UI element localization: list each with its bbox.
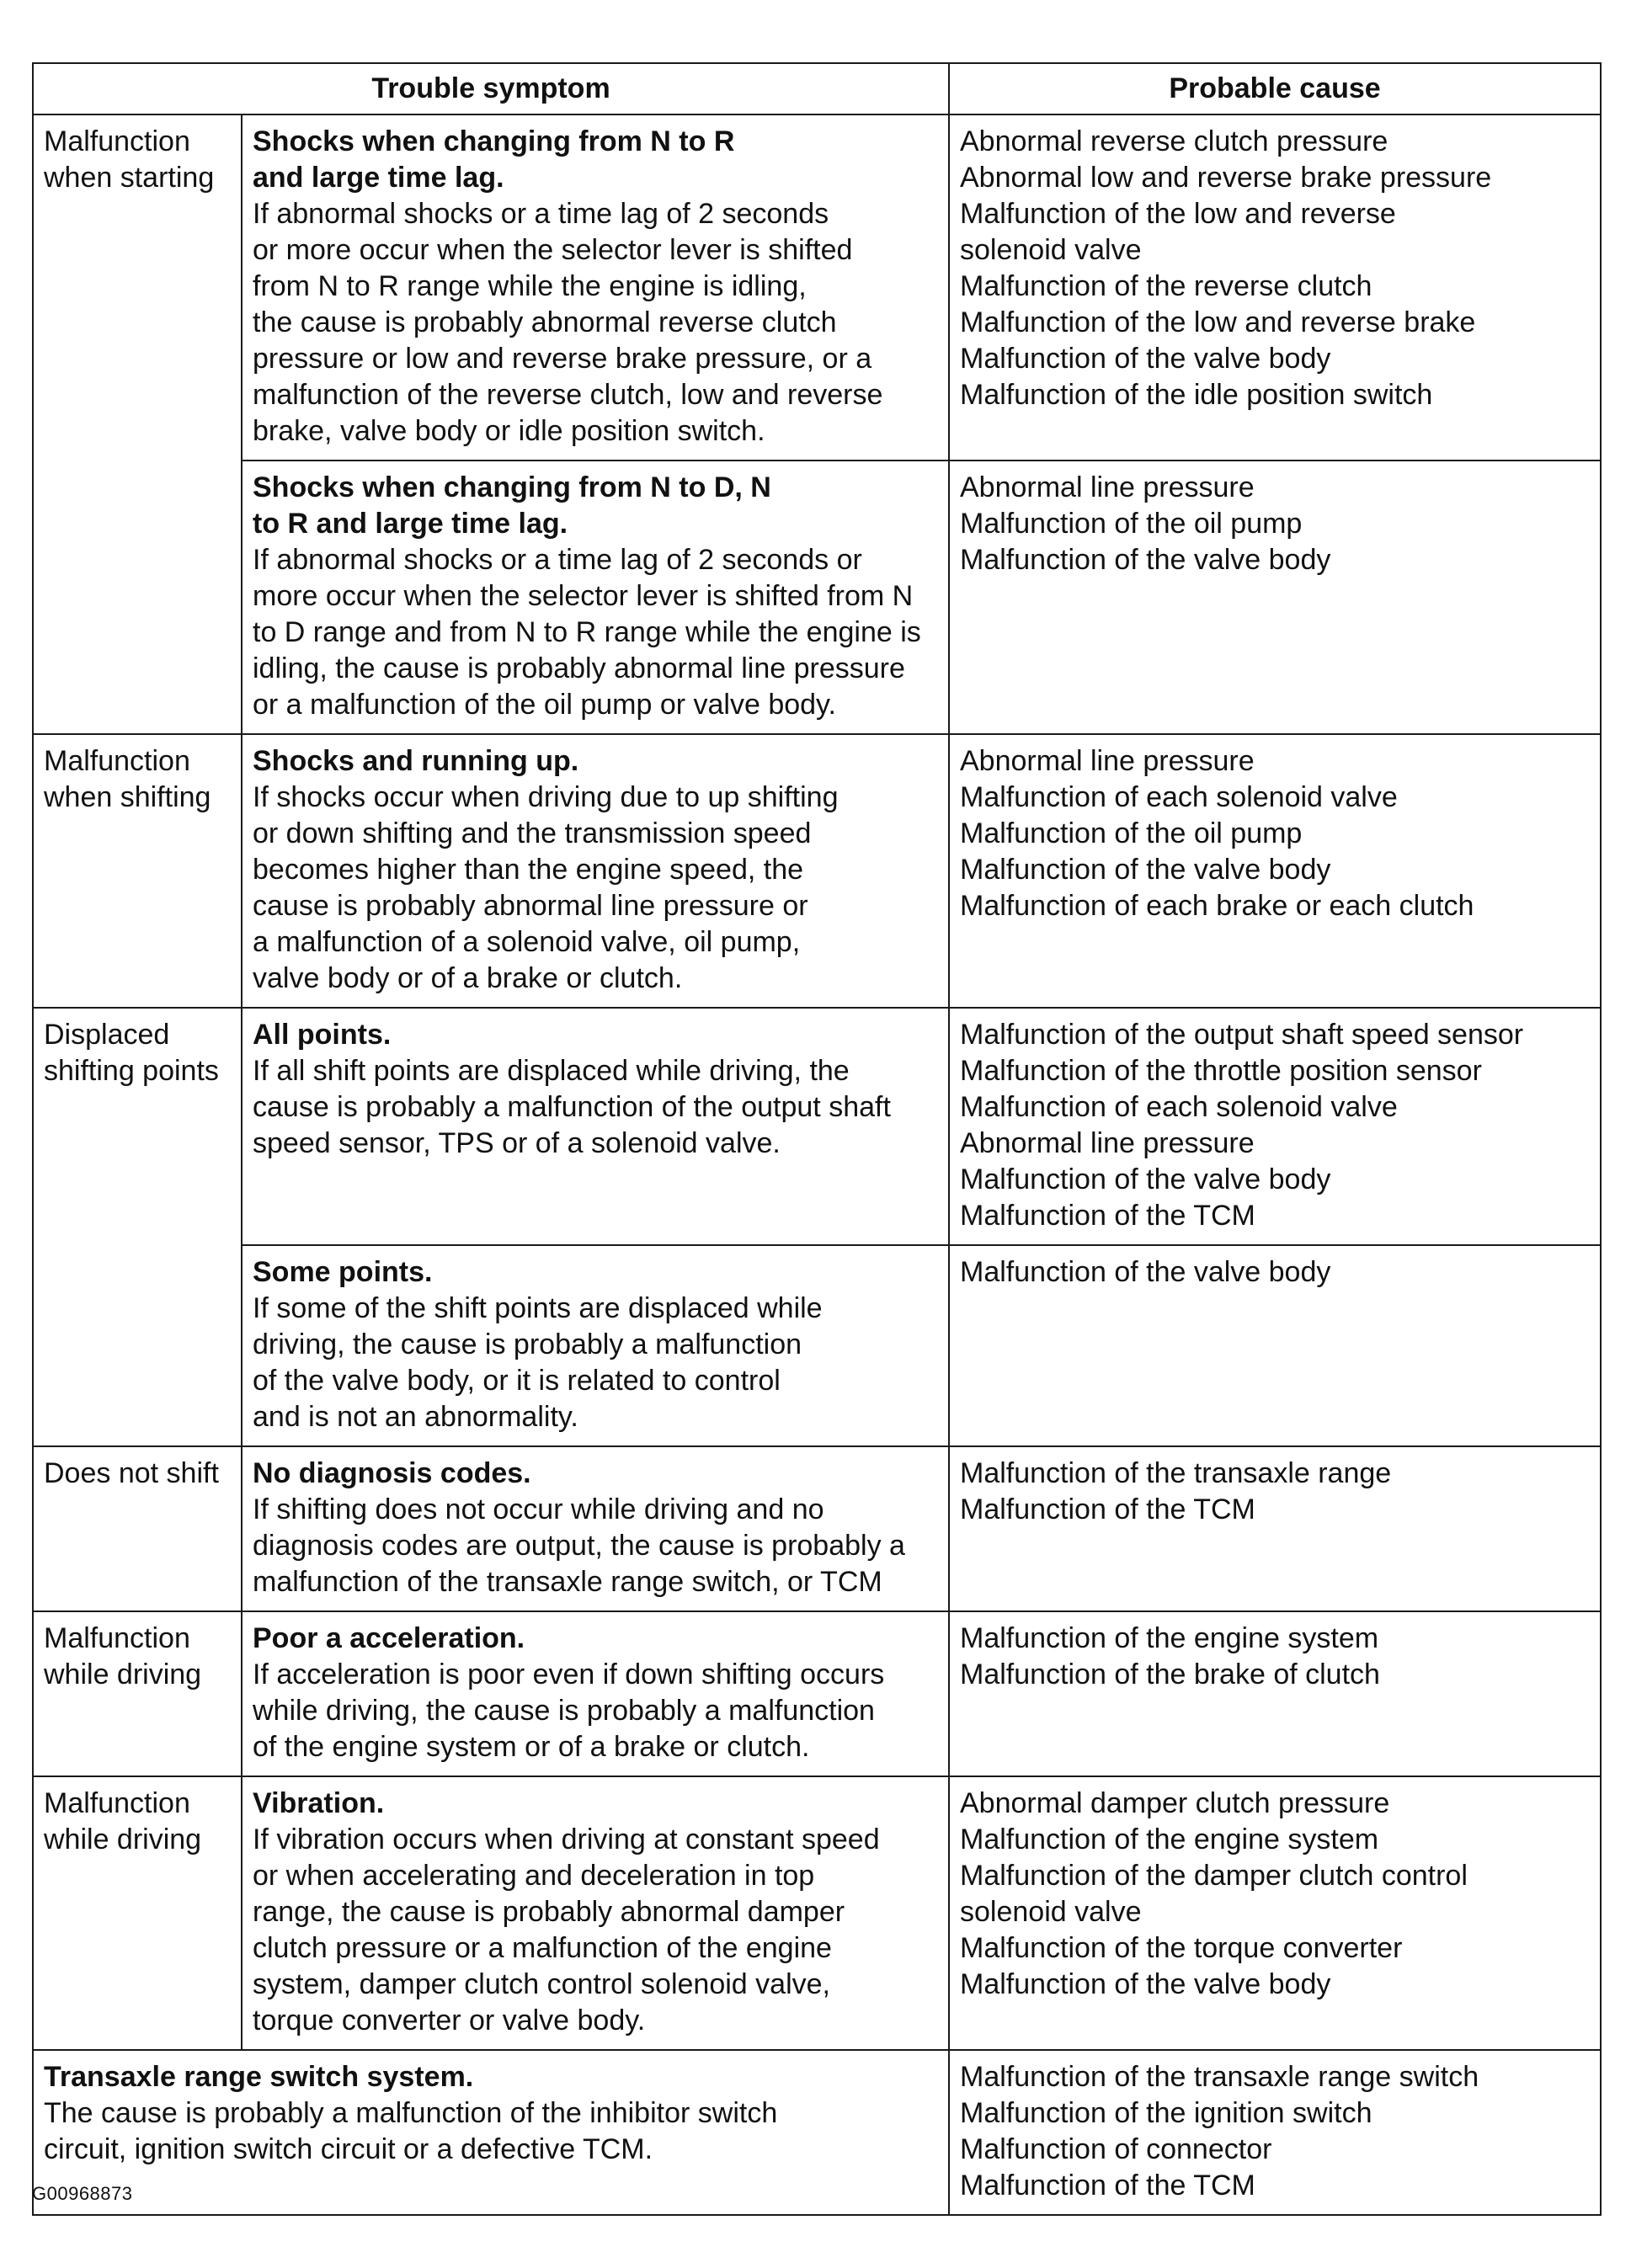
symptom-title: Transaxle range switch system. [44, 2061, 474, 2093]
document-id: G00968873 [32, 2183, 133, 2204]
symptom-title: Some points. [253, 1256, 433, 1288]
symptom-description: If abnormal shocks or a time lag of 2 seconds or more occur when the selector lever is shifted from N to R range while the engine is idling, the cause is probably abnormal reverse clutch pressure or low and reverse brake pressure, or a malfunction of the reverse clutch, low and reverse brake, valve body or idle position switch. [253, 198, 883, 447]
symptom-cell [242, 1611, 949, 1776]
table-row [33, 734, 1601, 1008]
cause-cell [949, 1776, 1601, 2050]
cause-cell [949, 734, 1601, 1008]
table-row [33, 1446, 1601, 1611]
cause-cell [949, 114, 1601, 461]
table-header-row [33, 63, 1601, 114]
table-row [33, 2050, 1601, 2215]
symptom-description: If all shift points are displaced while driving, the cause is probably a malfunction of the output shaft speed sensor, TPS or of a solenoid valve. [253, 1055, 891, 1159]
symptom-description: If shifting does not occur while driving and no diagnosis codes are output, the cause is probably a malfunction of the transaxle range switch, or TCM [253, 1493, 905, 1598]
symptom-cell [242, 1245, 949, 1446]
symptom-description: If vibration occurs when driving at constant speed or when accelerating and deceleration in top range, the cause is probably abnormal damper clutch pressure or a malfunction of the engine system, damper clutch control solenoid valve, torque converter or valve body. [253, 1823, 880, 2036]
symptom-cell [242, 1776, 949, 2050]
category-cell [33, 1008, 242, 1446]
symptom-title: All points. [253, 1019, 392, 1051]
table-row [33, 461, 1601, 734]
cause-list: Malfunction of the transaxle range switch Malfunction of the ignition switch Malfunction of connector Malfunction of the TCM [960, 2061, 1479, 2201]
symptom-title: Shocks when changing from N to R and large time lag. [253, 125, 735, 194]
cause-cell [949, 2050, 1601, 2215]
cause-list: Abnormal line pressure Malfunction of the oil pump Malfunction of the valve body [960, 471, 1331, 576]
symptom-description: If some of the shift points are displaced while driving, the cause is probably a malfunction of the valve body, or it is related to control and is not an abnormality. [253, 1292, 823, 1433]
category-label: Malfunction while driving [44, 1787, 202, 1855]
cause-cell [949, 1446, 1601, 1611]
symptom-title: Vibration. [253, 1787, 385, 1819]
cause-list: Malfunction of the valve body [960, 1256, 1331, 1288]
symptom-cell [242, 734, 949, 1008]
table-row [33, 1776, 1601, 2050]
table-row [33, 1245, 1601, 1446]
diagnosis-table [32, 62, 1602, 2216]
category-cell [33, 1776, 242, 2050]
symptom-description: If abnormal shocks or a time lag of 2 seconds or more occur when the selector lever is shifted from N to D range and from N to R range while the engine is idling, the cause is probably abnormal line pressure or a malfunction of the oil pump or valve body. [253, 544, 921, 721]
symptom-cell [242, 1008, 949, 1245]
cause-cell [949, 1245, 1601, 1446]
cause-list: Abnormal reverse clutch pressure Abnormal low and reverse brake pressure Malfunction of the low and reverse solenoid valve Malfunction of the reverse clutch Malfunction of the low and reverse brake Malfunction of the valve body Malfunction of the idle position switch [960, 125, 1492, 411]
cause-cell [949, 1611, 1601, 1776]
cause-list: Abnormal damper clutch pressure Malfunction of the engine system Malfunction of the damper clutch control solenoid valve Malfunction of the torque converter Malfunction of the valve body [960, 1787, 1468, 2000]
category-cell [33, 114, 242, 734]
symptom-cell [242, 1446, 949, 1611]
cause-list: Abnormal line pressure Malfunction of each solenoid valve Malfunction of the oil pump Malfunction of the valve body Malfunction of each brake or each clutch [960, 745, 1474, 922]
category-label: Malfunction while driving [44, 1622, 202, 1690]
symptom-description: If acceleration is poor even if down shifting occurs while driving, the cause is probably a malfunction of the engine system or of a brake or clutch. [253, 1658, 885, 1763]
symptom-cell [33, 2050, 949, 2215]
cause-list: Malfunction of the output shaft speed sensor Malfunction of the throttle position sensor Malfunction of each solenoid valve Abnormal line pressure Malfunction of the valve body Malfunction of the TCM [960, 1019, 1524, 1232]
cause-cell [949, 461, 1601, 734]
symptom-description: The cause is probably a malfunction of the inhibitor switch circuit, ignition switch circuit or a defective TCM. [44, 2097, 778, 2165]
symptom-title: Poor a acceleration. [253, 1622, 525, 1654]
symptom-title: Shocks when changing from N to D, N to R and large time lag. [253, 471, 771, 540]
symptom-title: No diagnosis codes. [253, 1457, 531, 1489]
symptom-title: Shocks and running up. [253, 745, 579, 777]
cause-list: Malfunction of the engine system Malfunction of the brake of clutch [960, 1622, 1380, 1690]
category-cell [33, 1611, 242, 1776]
symptom-cell [242, 461, 949, 734]
header-trouble-symptom: Trouble symptom [33, 63, 949, 114]
symptom-cell [242, 114, 949, 461]
table-row [33, 1008, 1601, 1245]
category-label: Displaced shifting points [44, 1019, 219, 1087]
symptom-description: If shocks occur when driving due to up shifting or down shifting and the transmission speed becomes higher than the engine speed, the cause is probably abnormal line pressure or a malfunction of a solenoid valve, oil pump, valve body or of a brake or clutch. [253, 781, 839, 994]
table-row [33, 114, 1601, 461]
cause-list: Malfunction of the transaxle range Malfunction of the TCM [960, 1457, 1392, 1525]
category-label: Malfunction when shifting [44, 745, 211, 813]
header-probable-cause: Probable cause [949, 63, 1601, 114]
category-label: Malfunction when starting [44, 125, 215, 194]
category-label: Does not shift [44, 1457, 219, 1489]
category-cell [33, 1446, 242, 1611]
cause-cell [949, 1008, 1601, 1245]
category-cell [33, 734, 242, 1008]
table-row [33, 1611, 1601, 1776]
